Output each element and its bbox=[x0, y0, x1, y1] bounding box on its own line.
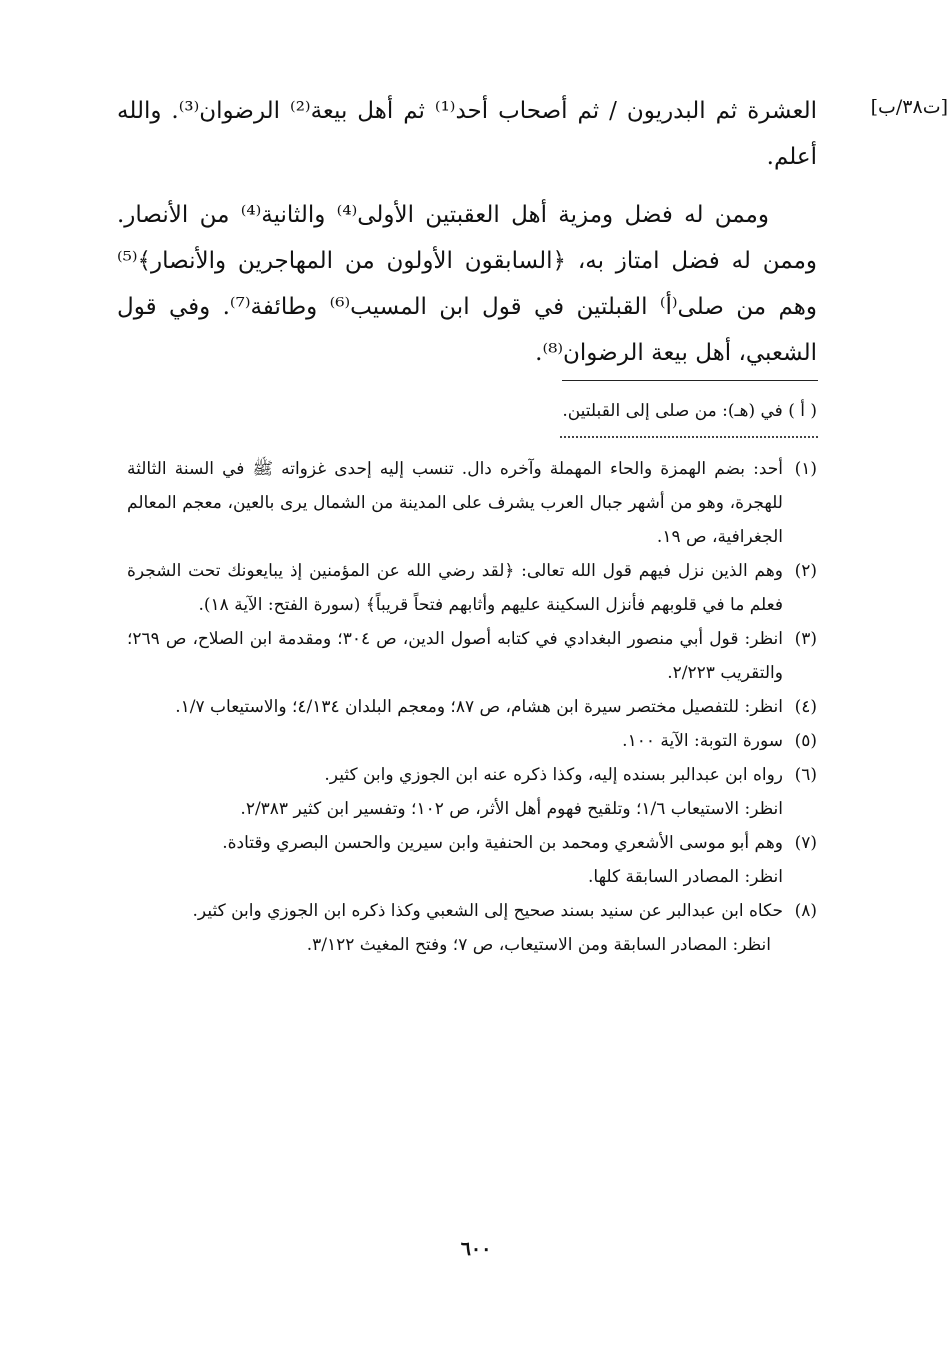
footnote-text: انظر: للتفصيل مختصر سيرة ابن هشام، ص ٨٧؛ ومعجم البلدان ٤/١٣٤؛ والاستيعاب ١/٧. bbox=[175, 697, 783, 717]
footnote-text: سورة التوبة: الآية ١٠٠. bbox=[622, 731, 783, 751]
variant-reading-note: ( أ ) في (هـ): من صلى إلى القبلتين. bbox=[562, 401, 817, 421]
footnote-number: (٦) bbox=[794, 765, 817, 785]
main-paragraph-1: العشرة ثم البدريون / ثم أصحاب أحد⁽¹⁾ ثم أهل بيعة⁽²⁾ الرضوان⁽³⁾. والله أعلم. bbox=[117, 98, 818, 170]
footnotes-list bbox=[127, 452, 817, 962]
dotted-separator bbox=[560, 436, 818, 438]
footnote-8 bbox=[127, 894, 817, 962]
manuscript-folio-reference: [ت٣٨/ب] bbox=[870, 96, 948, 118]
footnote-1 bbox=[127, 452, 817, 554]
footnote-text: رواه ابن عبدالبر بسنده إليه، وكذا ذكره عنه ابن الجوزي وابن كثير. bbox=[324, 765, 783, 785]
footnote-7 bbox=[127, 826, 817, 894]
main-text bbox=[117, 88, 817, 376]
footnote-reference-text: انظر: المصادر السابقة ومن الاستيعاب، ص ٧؛ وفتح المغيث ٣/١٢٢. bbox=[306, 935, 771, 955]
footnote-number: (٨) bbox=[794, 901, 817, 921]
footnote-6 bbox=[127, 758, 817, 826]
footnote-separator-rule bbox=[562, 380, 818, 381]
footnote-number: (٥) bbox=[794, 731, 817, 751]
footnote-text: أحد: بضم الهمزة والحاء المهملة وآخره دال. تنسب إليه إحدى غزواته ﷺ في السنة الثالثة للهجرة، وهو من أشهر جبال العرب يشرف على المدينة من الشمال يرى بالعين، معجم المعالم الجغرافية، ص ١٩. bbox=[127, 459, 783, 547]
footnote-text: انظر: قول أبي منصور البغدادي في كتابه أصول الدين، ص ٣٠٤؛ ومقدمة ابن الصلاح، ص ٢٦٩؛ والتقريب ٢/٢٢٣. bbox=[127, 629, 783, 683]
footnote-text: وهم أبو موسى الأشعري ومحمد بن الحنفية وابن سيرين والحسن البصري وقتادة. bbox=[222, 833, 783, 853]
footnote-number: (٢) bbox=[794, 561, 817, 581]
footnote-reference-text: انظر: الاستيعاب ١/٦؛ وتلقيح فهوم أهل الأثر، ص ١٠٢؛ وتفسير ابن كثير ٢/٣٨٣. bbox=[240, 799, 783, 819]
footnote-4 bbox=[127, 690, 817, 724]
footnote-5 bbox=[127, 724, 817, 758]
footnote-2 bbox=[127, 554, 817, 622]
footnote-3 bbox=[127, 622, 817, 690]
footnote-number: (٣) bbox=[794, 629, 817, 649]
footnote-number: (١) bbox=[794, 459, 817, 479]
footnote-number: (٤) bbox=[794, 697, 817, 717]
footnote-number: (٧) bbox=[794, 833, 817, 853]
footnote-text: وهم الذين نزل فيهم قول الله تعالى: ﴿لقد رضي الله عن المؤمنين إذ يبايعونك تحت الشجرة فعلم ما في قلوبهم فأنزل السكينة عليهم وأثابهم فتحاً قريباً﴾ (سورة الفتح: الآية ١٨). bbox=[127, 561, 783, 615]
footnote-reference-text: انظر: المصادر السابقة كلها. bbox=[588, 867, 783, 887]
main-paragraph-2: وممن له فضل ومزية أهل العقبتين الأولى⁽⁴⁾ والثانية⁽⁴⁾ من الأنصار. وممن له فضل امتاز به، ﴿السابقون الأولون من المهاجرين والأنصار﴾⁽⁵⁾ وهم من صلى⁽أ⁾ القبلتين في قول ابن المسيب⁽⁶⁾ وطائفة⁽⁷⁾. وفي قول الشعبي، أهل بيعة الرضوان⁽⁸⁾. bbox=[117, 202, 817, 366]
footnote-text: حكاه ابن عبدالبر عن سنيد بسند صحيح إلى الشعبي وكذا ذكره ابن الجوزي وابن كثير. bbox=[192, 901, 783, 921]
page-number: ٦٠٠ bbox=[460, 1238, 492, 1260]
